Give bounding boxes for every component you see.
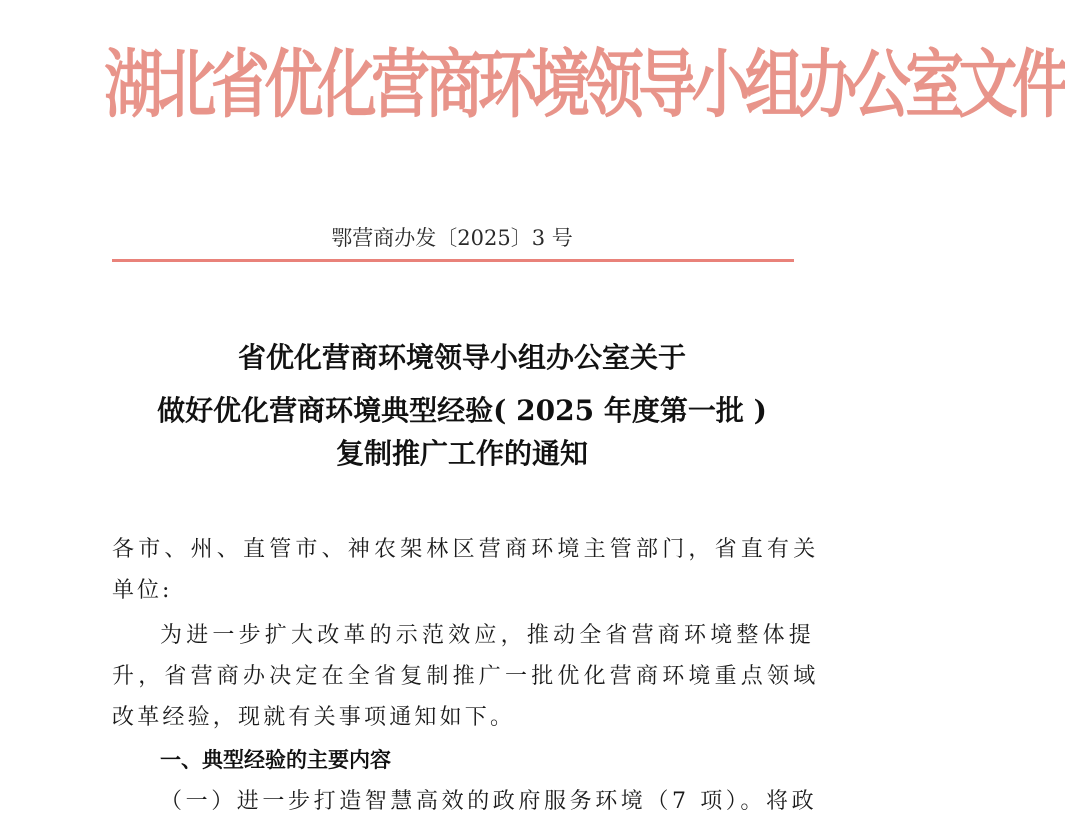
paragraph-1-line-3: 改革经验，现就有关事项通知如下。 xyxy=(112,705,516,730)
subsection-1-line-1: （一）进一步打造智慧高效的政府服务环境（7 项）。将政 xyxy=(160,789,818,814)
notice-title-line-2: 做好优化营商环境典型经验( 2025 年度第一批 ) xyxy=(157,394,767,427)
addressee-line-2: 单位: xyxy=(112,578,173,603)
addressee-line-1: 各市、州、直管市、神农架林区营商环境主管部门，省直有关 xyxy=(112,537,820,562)
notice-title-line-1: 省优化营商环境领导小组办公室关于 xyxy=(237,341,686,374)
red-divider-line xyxy=(112,259,794,262)
document-number: 鄂营商办发〔2025〕3 号 xyxy=(331,226,573,250)
paragraph-1-line-2: 升，省营商办决定在全省复制推广一批优化营商环境重点领域 xyxy=(112,664,820,689)
notice-title-line-3: 复制推广工作的通知 xyxy=(335,437,588,470)
paragraph-1-line-1: 为进一步扩大改革的示范效应，推动全省营商环境整体提 xyxy=(160,623,816,648)
issuer-header-title: 湖北省优化营商环境领导小组办公室文件 xyxy=(104,40,1065,128)
section-1-heading: 一、典型经验的主要内容 xyxy=(160,748,391,772)
